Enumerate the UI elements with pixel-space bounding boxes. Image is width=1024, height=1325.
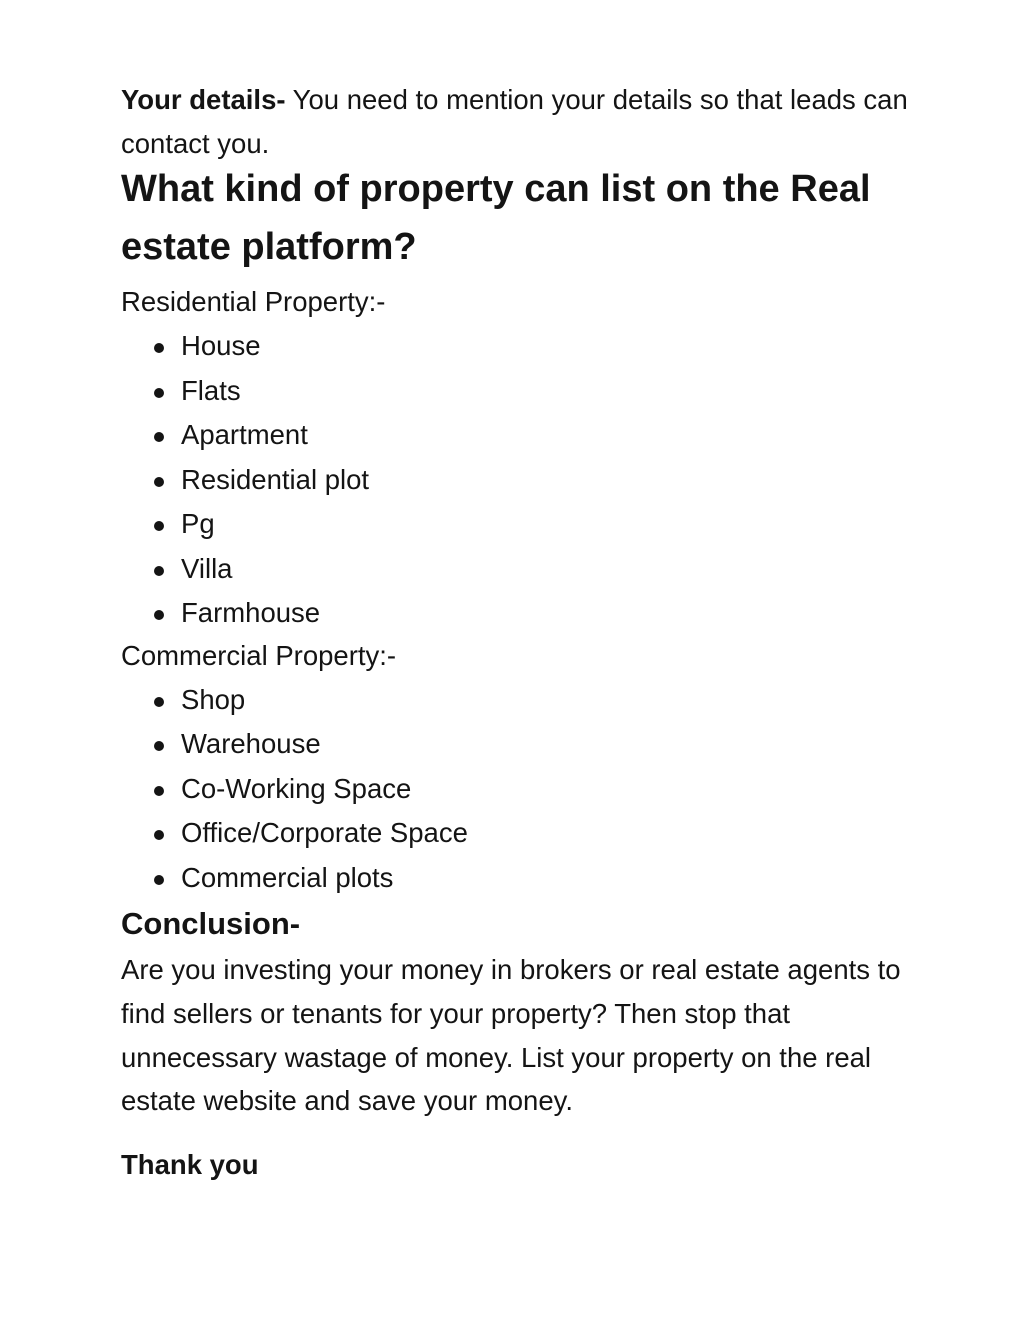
list-item-label: Commercial plots [181,861,394,893]
list-item-label: Warehouse [181,728,321,759]
residential-property-list [121,324,911,636]
residential-property-label: Residential Property:- [121,286,386,317]
bullet-icon [154,521,164,531]
closing-text: Thank you [121,1149,259,1181]
your-details-paragraph [121,78,911,166]
list-item [121,369,911,414]
bullet-icon [154,786,164,796]
bullet-icon [154,343,164,353]
list-item [121,324,911,369]
list-item-label: Pg [181,508,215,539]
conclusion-paragraph: Are you investing your money in brokers or real estate agents to find sellers or tenants for your property? Then stop that unnecessary wastage of money. List your property on the real estate website and save your money. [121,954,901,1117]
document-page [121,78,911,1187]
list-item [121,547,911,592]
list-item-label: Residential plot [181,463,370,495]
bullet-icon [154,741,164,751]
bullet-icon [154,697,164,707]
list-item [121,678,911,723]
list-item-label: Apartment [181,419,308,450]
property-types-heading: What kind of property can list on the Real estate platform? [121,168,871,268]
list-item [121,856,911,901]
bullet-icon [154,566,164,576]
list-item [121,722,911,767]
list-item-label: House [181,330,261,361]
commercial-property-list [121,678,911,901]
list-item [121,591,911,636]
commercial-property-label: Commercial Property:- [121,639,397,671]
bullet-icon [154,388,164,398]
list-item-label: Villa [181,552,233,584]
conclusion-heading: Conclusion- [121,906,301,941]
list-item [121,502,911,547]
bullet-icon [154,432,164,442]
list-item [121,458,911,503]
your-details-label: Your details- [121,84,286,115]
list-item [121,767,911,812]
list-item-label: Flats [181,374,241,406]
bullet-icon [154,477,164,487]
bullet-icon [154,830,164,840]
bullet-icon [154,875,164,885]
your-details-text: You need to mention your details so that leads can contact you. [121,84,908,159]
list-item [121,413,911,458]
list-item-label: Office/Corporate Space [181,817,468,848]
list-item-label: Farmhouse [181,597,321,628]
list-item-label: Shop [181,683,246,715]
bullet-icon [154,610,164,620]
list-item [121,811,911,856]
list-item-label: Co-Working Space [181,772,412,804]
